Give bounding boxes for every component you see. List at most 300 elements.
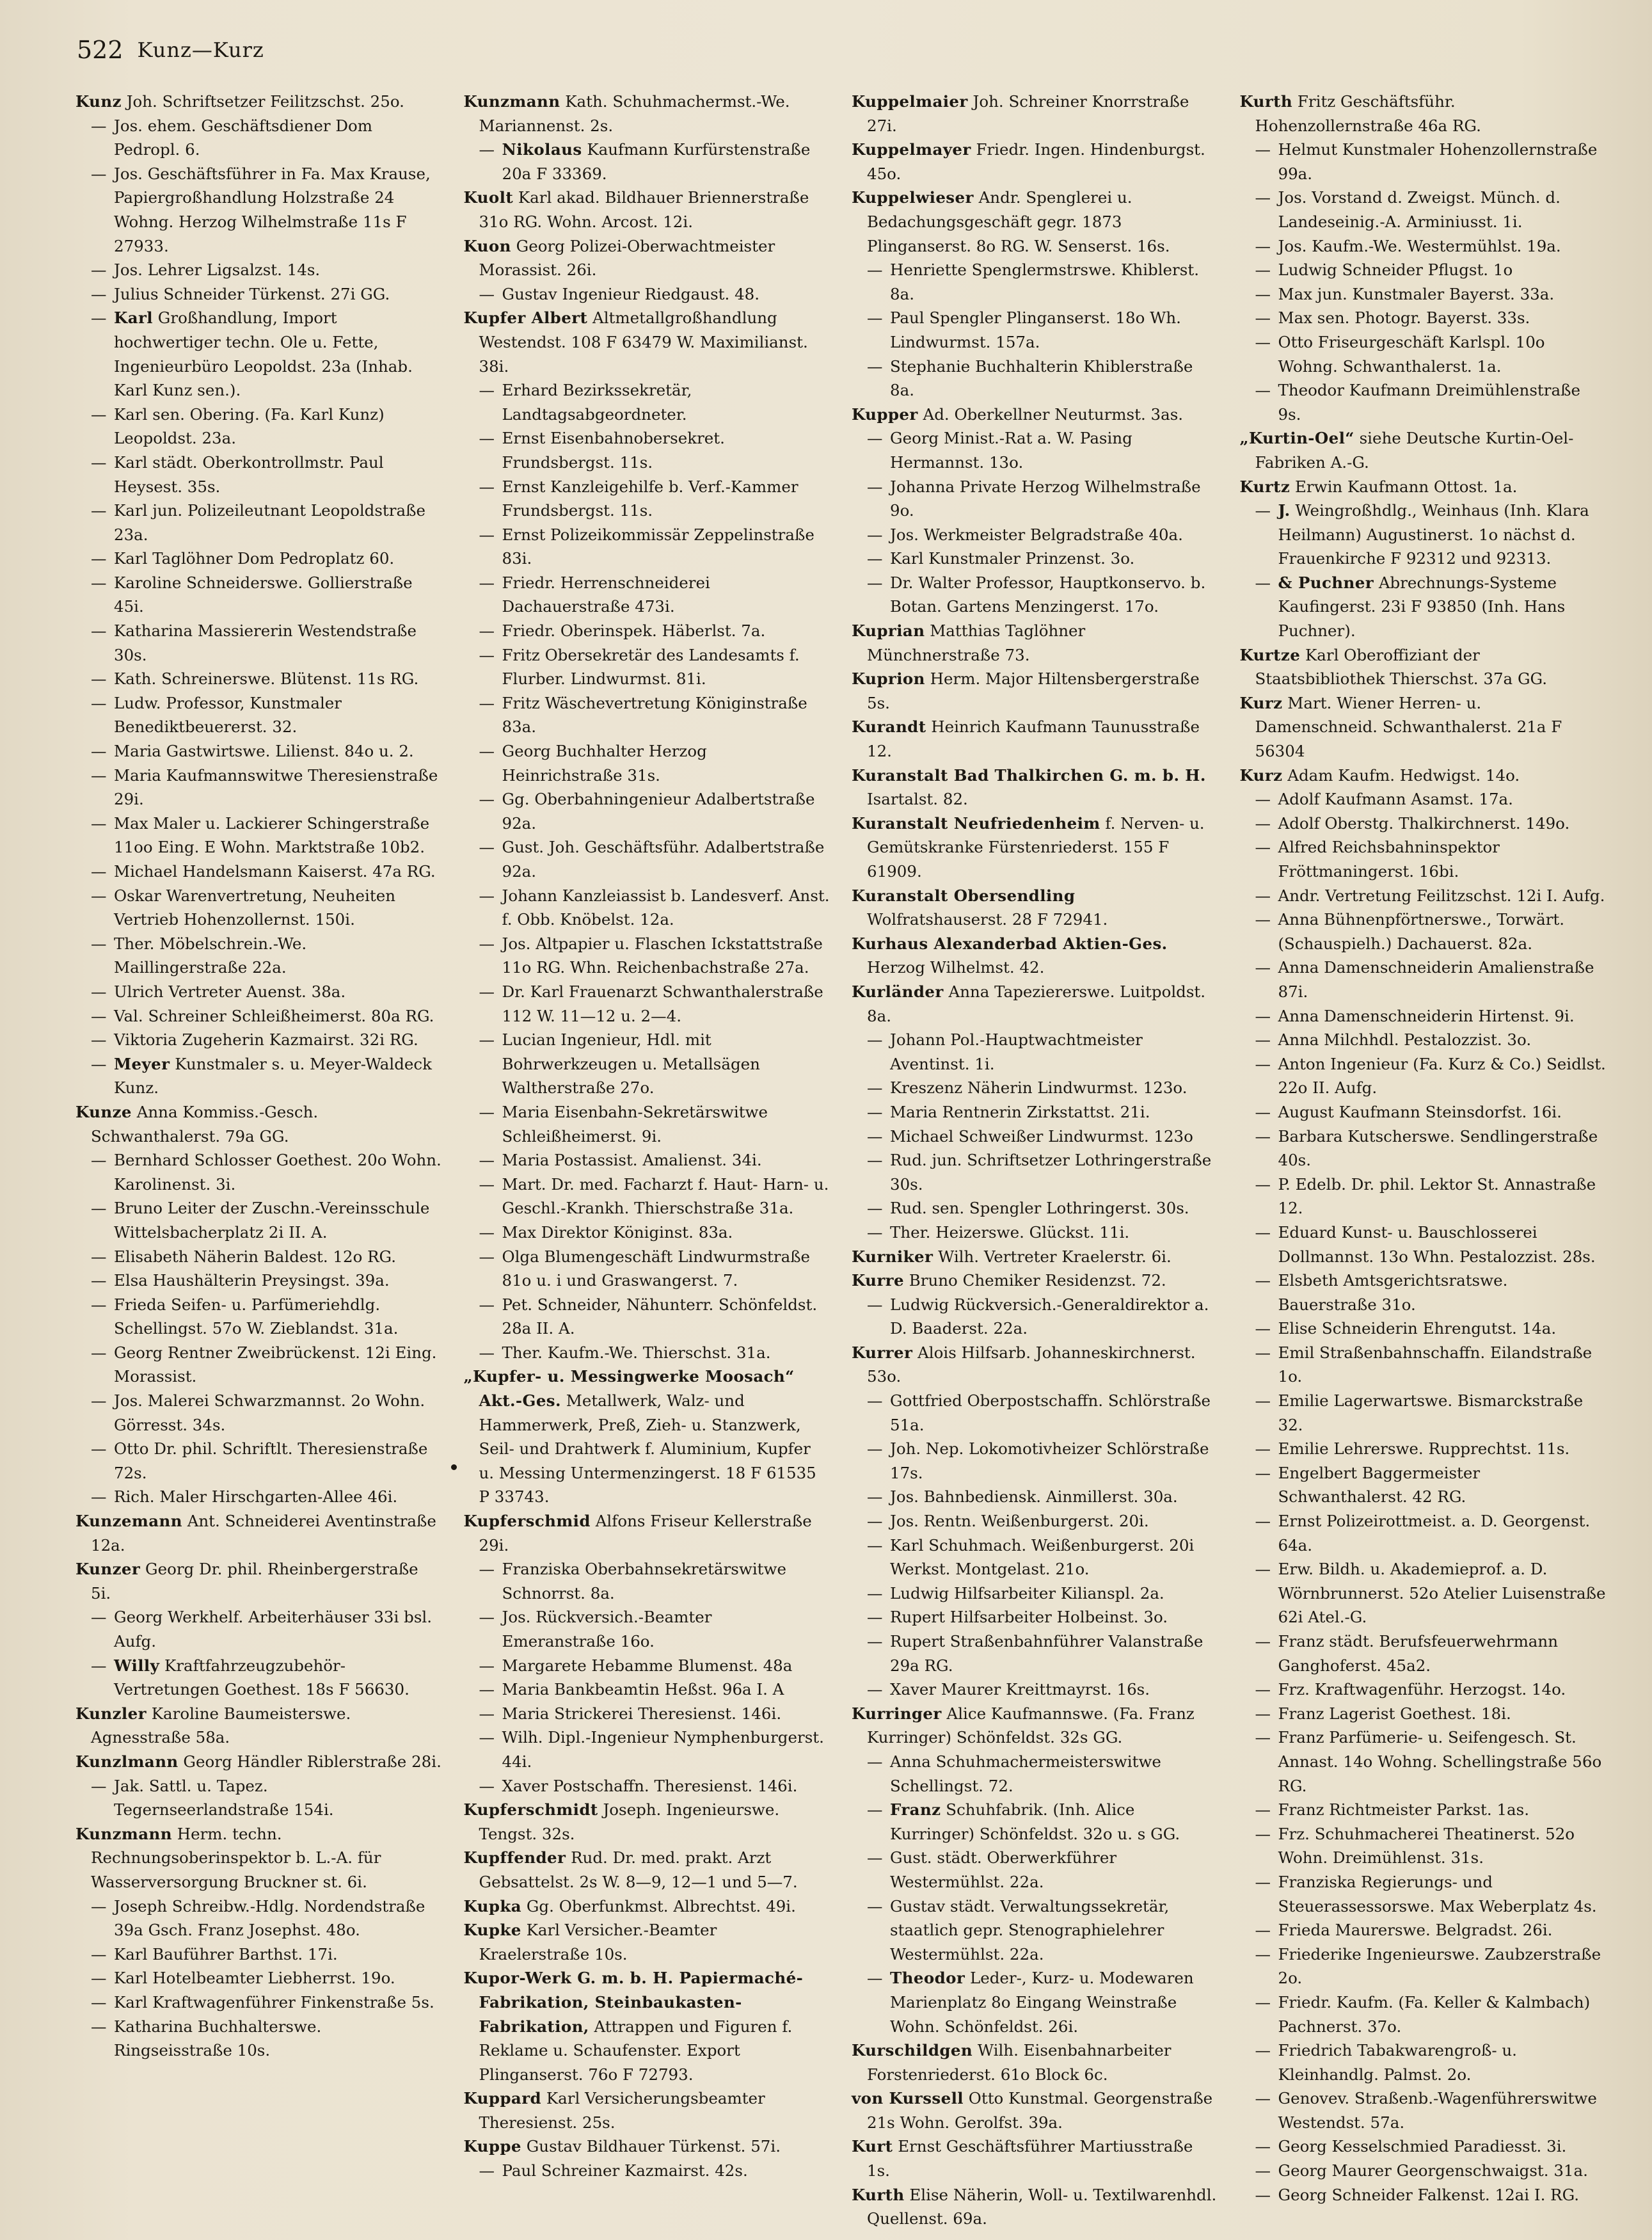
directory-entry: [852, 1028, 1218, 1076]
entry-text: Wolfratshauserst. 28 F 72941.: [867, 910, 1108, 929]
entry-text: Maria Postassist. Amalienst. 34i.: [502, 1151, 762, 1170]
ditto-dash: —: [479, 886, 495, 905]
entry-name: „Kurtin-Oel“: [1239, 429, 1354, 448]
entry-text: Karl Versicher.-Beamter Kraelerstraße 10s.: [479, 1921, 717, 1964]
directory-entry: [852, 355, 1218, 403]
entry-name: Kurre: [852, 1271, 904, 1290]
ditto-dash: —: [91, 452, 107, 472]
directory-entry: [852, 1076, 1218, 1100]
entry-text: Kraftfahrzeugzubehör-Vertretungen Goethest. 18s F 56630.: [114, 1656, 409, 1699]
directory-entry: [75, 1605, 442, 1653]
directory-entry: [852, 138, 1218, 186]
entry-text: Erwin Kaufmann Ottost. 1a.: [1295, 477, 1518, 496]
entry-name: Kurz: [1239, 765, 1283, 785]
entry-text: Georg Kesselschmied Paradiesst. 3i.: [1278, 2137, 1567, 2156]
entry-text: Anna Damenschneiderin Hirtenst. 9i.: [1278, 1006, 1575, 1025]
entry-text: Leder-, Kurz- u. Modewaren Marienplatz 8o Eingang Weinstraße Wohn. Schönfeldst. 26i.: [890, 1969, 1194, 2036]
entry-text: Gg. Oberbahningenieur Adalbertstraße 92a.: [502, 790, 815, 833]
entry-text: Alice Kaufmannswe. (Fa. Franz Kurringer) Schönfeldst. 32s GG.: [867, 1704, 1195, 1747]
directory-entry: [464, 787, 830, 835]
ditto-dash: —: [479, 934, 495, 953]
ditto-dash: —: [479, 1776, 495, 1795]
entry-text: Mart. Dr. med. Facharzt f. Haut- Harn- u. Geschl.-Krankh. Thierschstraße 31a.: [502, 1174, 829, 1218]
directory-entry: [75, 932, 442, 980]
ditto-dash: —: [1255, 1632, 1271, 1651]
directory-entry: [75, 1389, 442, 1437]
ditto-dash: —: [867, 356, 883, 376]
directory-entry: [464, 138, 830, 186]
ditto-dash: —: [867, 1752, 883, 1771]
directory-entry: [852, 2086, 1218, 2134]
ditto-dash: —: [1255, 284, 1271, 303]
entry-text: Joh. Schriftsetzer Feilitzschst. 25o.: [126, 92, 404, 111]
entry-name: Kupferschmid: [463, 1512, 591, 1531]
ditto-dash: —: [479, 790, 495, 809]
ditto-dash: —: [91, 116, 107, 135]
ditto-dash: —: [1255, 2185, 1271, 2204]
entry-text: Jos. Vorstand d. Zweigst. Münch. d. Landeseinig.-A. Arminiusst. 1i.: [1278, 188, 1561, 231]
entry-name: Kurtze: [1239, 645, 1301, 664]
ditto-dash: —: [479, 1151, 495, 1170]
entry-name: Kuprion: [852, 669, 925, 689]
directory-entry: [464, 426, 830, 474]
ditto-dash: —: [1255, 1319, 1271, 1338]
entry-text: Karl Kunstmaler Prinzenst. 3o.: [890, 549, 1135, 568]
ditto-dash: —: [91, 813, 107, 833]
directory-entry: [464, 1774, 830, 1798]
directory-entry: [852, 1750, 1218, 1798]
entry-text: Dr. Karl Frauenarzt Schwanthalerstraße 112 W. 11—12 u. 2—4.: [502, 982, 823, 1025]
ditto-dash: —: [91, 404, 107, 424]
directory-entry: [464, 884, 830, 932]
directory-entry: [464, 1798, 830, 1846]
entry-text: Erw. Bildh. u. Akademieprof. a. D. Wörnbrunnerst. 52o Atelier Luisenstraße 62i Atel.-G.: [1278, 1560, 1606, 1627]
entry-name: J.: [1278, 501, 1291, 520]
directory-entry: [852, 932, 1218, 980]
entry-text: Xaver Postschaffn. Theresienst. 146i.: [502, 1776, 798, 1795]
entry-text: Friedr. Ingen. Hindenburgst. 45o.: [867, 140, 1205, 183]
ditto-dash: —: [479, 429, 495, 448]
directory-entry: [75, 1702, 442, 1750]
directory-entry: [1240, 426, 1607, 474]
directory-entry: [852, 1894, 1218, 1967]
directory-entry: [464, 1341, 830, 1365]
entry-text: Friedr. Kaufm. (Fa. Keller & Kalmbach) Pachnerst. 37o.: [1278, 1992, 1591, 2036]
entry-name: Franz: [890, 1800, 941, 1820]
entry-text: Franz städt. Berufsfeuerwehrmann Ganghoferst. 45a2.: [1278, 1632, 1558, 1675]
ditto-dash: —: [479, 1680, 495, 1699]
ditto-dash: —: [1255, 958, 1271, 977]
ditto-dash: —: [91, 765, 107, 785]
ditto-dash: —: [1255, 1512, 1271, 1531]
entry-text: Margarete Hebamme Blumenst. 48a: [502, 1656, 793, 1675]
directory-entry: [464, 1894, 830, 1919]
ditto-dash: —: [479, 1247, 495, 1266]
directory-entry: [852, 1293, 1218, 1341]
ditto-dash: —: [91, 1487, 107, 1507]
ditto-dash: —: [91, 742, 107, 761]
entry-text: Adolf Kaufmann Asamst. 17a.: [1278, 790, 1513, 809]
entry-text: Attrappen und Figuren f. Reklame u. Schaufenster. Export Plinganserst. 76o F 72793.: [479, 2017, 793, 2084]
directory-entry: [75, 162, 442, 258]
directory-entry: [1240, 908, 1607, 956]
entry-name: Willy: [114, 1656, 160, 1675]
entry-text: Joseph Schreibw.-Hdlg. Nordendstraße 39a Gsch. Franz Josephst. 48o.: [114, 1896, 425, 1940]
entry-text: Franziska Oberbahnsekretärswitwe Schnorrst. 8a.: [502, 1560, 786, 1603]
ditto-dash: —: [1255, 381, 1271, 400]
directory-entry: [852, 1148, 1218, 1196]
entry-text: Ther. Heizerswe. Glückst. 11i.: [890, 1222, 1130, 1242]
ditto-dash: —: [91, 1054, 107, 1073]
entry-text: Anna Kommiss.-Gesch. Schwanthalerst. 79a GG.: [91, 1102, 319, 1146]
ditto-dash: —: [479, 1560, 495, 1579]
entry-text: Rud. Dr. med. prakt. Arzt Gebsattelst. 2s W. 8—9, 12—1 und 5—7.: [479, 1848, 798, 1891]
directory-entry: [75, 1100, 442, 1148]
directory-entry: [1240, 2134, 1607, 2159]
directory-entry: [852, 1437, 1218, 1485]
entry-text: Andr. Vertretung Feilitzschst. 12i I. Aufg.: [1278, 886, 1605, 905]
directory-entry: [75, 1052, 442, 1100]
entry-name: Kunzlmann: [75, 1752, 179, 1771]
entry-text: Julius Schneider Türkenst. 27i GG.: [114, 284, 390, 303]
entry-text: Elsa Haushälterin Preysingst. 39a.: [114, 1271, 390, 1290]
entry-text: Kath. Schreinerswe. Blütenst. 11s RG.: [114, 669, 419, 689]
directory-entry: [852, 764, 1218, 812]
entry-name: Kunz: [75, 92, 122, 111]
entry-text: Rich. Maler Hirschgarten-Allee 46i.: [114, 1487, 398, 1507]
ditto-dash: —: [91, 1199, 107, 1218]
directory-entry: [1240, 1124, 1607, 1172]
directory-entry: [852, 715, 1218, 763]
entry-text: Anna Tapeziererswe. Luitpoldst. 8a.: [867, 982, 1206, 1025]
ditto-dash: —: [1255, 1174, 1271, 1194]
entry-text: Genovev. Straßenb.-Wagenführerswitwe Westendst. 57a.: [1278, 2089, 1597, 2132]
directory-entry: [852, 884, 1218, 932]
entry-text: Emil Straßenbahnschaffn. Eilandstraße 1o.: [1278, 1343, 1592, 1386]
ditto-dash: —: [91, 1006, 107, 1025]
directory-entry: [75, 1485, 442, 1509]
entry-text: Karoline Baumeisterswe. Agnesstraße 58a.: [91, 1704, 351, 1747]
entry-name: Kunze: [75, 1102, 132, 1121]
directory-entry: [464, 1220, 830, 1245]
ditto-dash: —: [479, 1343, 495, 1362]
directory-entry: [1240, 691, 1607, 764]
entry-name: Kunzler: [75, 1704, 147, 1723]
directory-entry: [1240, 1316, 1607, 1341]
entry-text: Jos. Lehrer Ligsalzst. 14s.: [114, 260, 321, 280]
entry-text: Bruno Chemiker Residenzst. 72.: [909, 1271, 1166, 1290]
entry-name: Kupke: [463, 1921, 521, 1940]
directory-entry: [75, 451, 442, 499]
entry-text: Herm. techn. Rechnungsoberinspektor b. L.-A. für Wasserversorgung Bruckner st. 6i.: [91, 1824, 381, 1891]
ditto-dash: —: [1255, 260, 1271, 280]
directory-entry: [852, 2183, 1218, 2231]
ditto-dash: —: [1255, 501, 1271, 520]
entry-text: P. Edelb. Dr. phil. Lektor St. Annastraße 12.: [1278, 1174, 1596, 1218]
directory-entry: [464, 2159, 830, 2183]
entry-text: Jos. Rückversich.-Beamter Emeranstraße 16o.: [502, 1608, 712, 1651]
ditto-dash: —: [867, 1800, 883, 1820]
entry-text: Elisabeth Näherin Baldest. 12o RG.: [114, 1247, 397, 1266]
directory-entry: [1240, 1870, 1607, 1918]
ditto-dash: —: [867, 429, 883, 448]
ditto-dash: —: [1255, 1800, 1271, 1820]
ditto-dash: —: [91, 549, 107, 568]
entry-text: Stephanie Buchhalterin Khiblerstraße 8a.: [890, 356, 1193, 400]
entry-text: Heinrich Kaufmann Taunusstraße 12.: [867, 717, 1200, 761]
directory-entry: [464, 1028, 830, 1100]
entry-name: Kuolt: [463, 188, 514, 207]
entry-text: Barbara Kutscherswe. Sendlingerstraße 40s.: [1278, 1126, 1598, 1170]
entry-text: Emilie Lehrerswe. Rupprechtst. 11s.: [1278, 1439, 1570, 1459]
directory-entry: [464, 1364, 830, 1509]
ditto-dash: —: [479, 1030, 495, 1050]
ditto-dash: —: [1255, 1872, 1271, 1891]
ditto-dash: —: [479, 645, 495, 664]
entry-text: Rud. sen. Spengler Lothringerst. 30s.: [890, 1199, 1189, 1218]
ditto-dash: —: [91, 669, 107, 689]
ditto-dash: —: [867, 1632, 883, 1651]
ditto-dash: —: [867, 477, 883, 496]
entry-text: Franz Parfümerie- u. Seifengesch. St. Annast. 14o Wohng. Schellingstraße 56o RG.: [1278, 1728, 1602, 1795]
directory-entry: [75, 691, 442, 739]
entry-text: Adam Kaufm. Hedwigst. 14o.: [1287, 765, 1520, 785]
ditto-dash: —: [91, 1969, 107, 1988]
entry-text: Engelbert Baggermeister Schwanthalerst. 42 RG.: [1278, 1463, 1481, 1507]
directory-entry: [464, 282, 830, 307]
entry-text: Herzog Wilhelmst. 42.: [867, 958, 1045, 977]
entry-text: Andr. Spenglerei u. Bedachungsgeschäft gegr. 1873 Plinganserst. 8o RG. W. Senserst. 16s.: [867, 188, 1170, 255]
entry-text: Alfred Reichsbahninspektor Fröttmaningerst. 16bi.: [1278, 838, 1500, 881]
entry-name: Kuppe: [463, 2137, 521, 2156]
entry-name: „Kupfer- u. Messingwerke Moosach“ Akt.-Ges.: [463, 1367, 795, 1411]
ditto-dash: —: [1255, 813, 1271, 833]
directory-entry: [1240, 2086, 1607, 2134]
entry-text: Wilh. Dipl.-Ingenieur Nymphenburgerst. 44i.: [502, 1728, 824, 1771]
entry-text: Jos. Malerei Schwarzmannst. 2o Wohn. Görresst. 34s.: [114, 1391, 425, 1434]
directory-entry: [464, 1677, 830, 1702]
directory-entry: [75, 1004, 442, 1028]
ditto-dash: —: [91, 693, 107, 712]
entry-text: Karl städt. Oberkontrollmstr. Paul Heysest. 35s.: [114, 452, 384, 496]
entry-text: Henriette Spenglermstrswe. Khiblerst. 8a.: [890, 260, 1199, 303]
directory-entry: [464, 186, 830, 234]
directory-entry: [464, 1293, 830, 1341]
directory-entry: [1240, 643, 1607, 691]
directory-entry: [1240, 1268, 1607, 1316]
directory-entry: [464, 1918, 830, 1966]
entry-text: Johann Kanzleiassist b. Landesverf. Anst. f. Obb. Knöbelst. 12a.: [502, 886, 830, 929]
ditto-dash: —: [1255, 2161, 1271, 2180]
column-1: [75, 90, 442, 2208]
entry-text: siehe Deutsche Kurtin-Oel-Fabriken A.-G.: [1255, 429, 1574, 472]
entry-text: Georg Buchhalter Herzog Heinrichstraße 31s.: [502, 742, 707, 785]
entry-text: Dr. Walter Professor, Hauptkonservo. b. Botan. Gartens Menzingerst. 17o.: [890, 573, 1206, 616]
directory-entry: [1240, 282, 1607, 307]
directory-entry: [75, 1196, 442, 1244]
directory-entry: [464, 980, 830, 1028]
ditto-dash: —: [1255, 1054, 1271, 1073]
ditto-dash: —: [867, 549, 883, 568]
entry-name: von Kurssell: [852, 2089, 964, 2108]
directory-entry: [75, 2015, 442, 2063]
directory-entry: [1240, 1052, 1607, 1100]
entry-name: Karl: [114, 308, 153, 328]
ditto-dash: —: [867, 573, 883, 592]
entry-text: Franz Lagerist Goethest. 18i.: [1278, 1704, 1511, 1723]
directory-entry: [1240, 1990, 1607, 2038]
directory-entry: [852, 1966, 1218, 2038]
entry-text: Georg Händler Riblerstraße 28i.: [183, 1752, 441, 1771]
directory-entry: [1240, 1557, 1607, 1629]
directory-entry: [464, 234, 830, 282]
entry-text: Alfons Friseur Kellerstraße 29i.: [479, 1512, 812, 1555]
entry-text: Karl Hotelbeamter Liebherrst. 19o.: [114, 1969, 395, 1988]
entry-text: Helmut Kunstmaler Hohenzollernstraße 99a.: [1278, 140, 1598, 183]
entry-text: Gg. Oberfunkmst. Albrechtst. 49i.: [526, 1896, 796, 1916]
ditto-dash: —: [91, 1896, 107, 1916]
entry-text: Maria Gastwirtswe. Lilienst. 84o u. 2.: [114, 742, 414, 761]
directory-entry: [852, 571, 1218, 619]
ditto-dash: —: [1255, 1030, 1271, 1050]
entry-text: Georg Polizei-Oberwachtmeister Morassist. 26i.: [479, 236, 775, 280]
ditto-dash: —: [91, 982, 107, 1001]
ditto-dash: —: [91, 1992, 107, 2012]
directory-entry: [852, 1533, 1218, 1581]
entry-text: Paul Spengler Plinganserst. 18o Wh. Lindwurmst. 157a.: [890, 308, 1181, 351]
entry-name: Kupferschmidt: [463, 1800, 598, 1820]
ditto-dash: —: [91, 1608, 107, 1627]
entry-text: Max jun. Kunstmaler Bayerst. 33a.: [1278, 284, 1555, 303]
entry-text: Wilh. Eisenbahnarbeiter Forstenriederst. 61o Block 6c.: [867, 2041, 1171, 2084]
entry-name: Kurtz: [1239, 477, 1291, 496]
directory-entry: [1240, 812, 1607, 836]
directory-entry: [1240, 378, 1607, 426]
ditto-dash: —: [479, 477, 495, 496]
ditto-dash: —: [479, 525, 495, 544]
directory-entry: [464, 378, 830, 426]
directory-entry: [1240, 1028, 1607, 1052]
entry-text: Frz. Schuhmacherei Theatinerst. 52o Wohn. Dreimühlenst. 31s.: [1278, 1824, 1575, 1868]
entry-name: Kunzmann: [75, 1824, 172, 1843]
directory-entry: [464, 1605, 830, 1653]
directory-entry: [1240, 2159, 1607, 2183]
ditto-dash: —: [479, 982, 495, 1001]
entry-name: Kunzmann: [463, 92, 560, 111]
directory-entry: [852, 1100, 1218, 1124]
page-number: 522: [77, 36, 123, 64]
entry-name: Kupffender: [463, 1848, 566, 1868]
entry-text: Bruno Leiter der Zuschn.-Vereinsschule Wittelsbacherplatz 2i II. A.: [114, 1199, 430, 1242]
entry-text: Gust. Joh. Geschäftsführ. Adalbertstraße 92a.: [502, 838, 825, 881]
ditto-dash: —: [91, 621, 107, 641]
entry-name: Kupper: [852, 404, 918, 424]
entry-text: Kath. Schuhmachermst.-We. Mariannenst. 2s.: [479, 92, 790, 135]
entry-text: Jos. Rentn. Weißenburgerst. 20i.: [890, 1512, 1149, 1531]
entry-text: Gustav Bildhauer Türkenst. 57i.: [526, 2137, 781, 2156]
ditto-dash: —: [1255, 910, 1271, 929]
directory-entry: [75, 1966, 442, 1990]
directory-entry: [464, 2134, 830, 2159]
directory-entry: [1240, 1341, 1607, 1389]
entry-text: Theodor Kaufmann Dreimühlenstraße 9s.: [1278, 381, 1580, 424]
ditto-dash: —: [867, 1848, 883, 1868]
ditto-dash: —: [91, 164, 107, 183]
ditto-dash: —: [1255, 2137, 1271, 2156]
entry-text: Altmetallgroßhandlung Westendst. 108 F 63479 W. Maximilianst. 38i.: [479, 308, 808, 376]
ditto-dash: —: [479, 381, 495, 400]
entry-name: Kuppelmayer: [852, 140, 971, 159]
directory-entry: [464, 523, 830, 571]
entry-text: Fritz Geschäftsführ. Hohenzollernstraße 46a RG.: [1255, 92, 1481, 135]
entry-name: Kupfer Albert: [463, 308, 588, 328]
directory-entry: [1240, 138, 1607, 186]
entry-name: Kuppelwieser: [852, 188, 974, 207]
directory-entry: [852, 1485, 1218, 1509]
entry-text: Johann Pol.-Hauptwachtmeister Aventinst. 1i.: [890, 1030, 1143, 1073]
directory-entry: [464, 1846, 830, 1894]
entry-name: Kurt: [852, 2137, 893, 2156]
directory-entry: [75, 1894, 442, 1942]
entry-text: Anna Bühnenpförtnerswe., Torwärt. (Schauspielh.) Dachauerst. 82a.: [1278, 910, 1565, 953]
ditto-dash: —: [867, 1151, 883, 1170]
entry-name: Kunzer: [75, 1560, 141, 1579]
ditto-dash: —: [867, 1391, 883, 1411]
entry-text: Georg Werkhelf. Arbeiterhäuser 33i bsl. Aufg.: [114, 1608, 433, 1651]
entry-text: Rupert Straßenbahnführer Valanstraße 29a RG.: [890, 1632, 1203, 1675]
directory-entry: [75, 1654, 442, 1702]
ditto-dash: —: [1255, 1992, 1271, 2012]
ditto-dash: —: [867, 1078, 883, 1098]
column-3: [852, 90, 1218, 2228]
ditto-dash: —: [1255, 236, 1271, 255]
ditto-dash: —: [1255, 332, 1271, 351]
entry-text: Anna Milchhdl. Pestalozzist. 3o.: [1278, 1030, 1532, 1050]
ditto-dash: —: [1255, 573, 1271, 592]
directory-entry: [1240, 1918, 1607, 1942]
ditto-dash: —: [479, 693, 495, 712]
directory-entry: [852, 186, 1218, 258]
directory-entry: [1240, 1725, 1607, 1798]
ditto-dash: —: [91, 1271, 107, 1290]
entry-text: Franziska Regierungs- und Steuerassessorswe. Max Weberplatz 4s.: [1278, 1872, 1597, 1916]
entry-text: Emilie Lagerwartswe. Bismarckstraße 32.: [1278, 1391, 1584, 1434]
directory-entry: [1240, 835, 1607, 883]
entry-text: Ludwig Hilfsarbeiter Kilianspl. 2a.: [890, 1583, 1164, 1603]
directory-entry: [1240, 1509, 1607, 1557]
directory-entry: [1240, 90, 1607, 138]
ditto-dash: —: [1255, 1824, 1271, 1843]
directory-entry: [75, 980, 442, 1004]
directory-entry: [464, 475, 830, 523]
entry-name: Kurschildgen: [852, 2041, 973, 2060]
ditto-dash: —: [91, 1776, 107, 1795]
directory-entry: [852, 547, 1218, 571]
directory-entry: [1240, 571, 1607, 643]
ditto-dash: —: [479, 2161, 495, 2180]
entry-text: Jak. Sattl. u. Tapez. Tegernseerlandstraße 154i.: [114, 1776, 334, 1820]
entry-text: Schuhfabrik. (Inh. Alice Kurringer) Schönfeldst. 32o u. s GG.: [890, 1800, 1180, 1843]
directory-entry: [1240, 1942, 1607, 1990]
entry-text: Ernst Kanzleigehilfe b. Verf.-Kammer Frundsbergst. 11s.: [502, 477, 798, 520]
directory-entry: [852, 1124, 1218, 1149]
directory-entry: [75, 403, 442, 451]
entry-text: Frieda Seifen- u. Parfümeriehdlg. Schellingst. 57o W. Zieblandst. 31a.: [114, 1295, 399, 1338]
entry-text: Eduard Kunst- u. Bauschlosserei Dollmannst. 13o Whn. Pestalozzist. 28s.: [1278, 1222, 1596, 1266]
directory-entry: [75, 1557, 442, 1605]
directory-entry: [464, 1245, 830, 1293]
directory-entry: [75, 499, 442, 547]
